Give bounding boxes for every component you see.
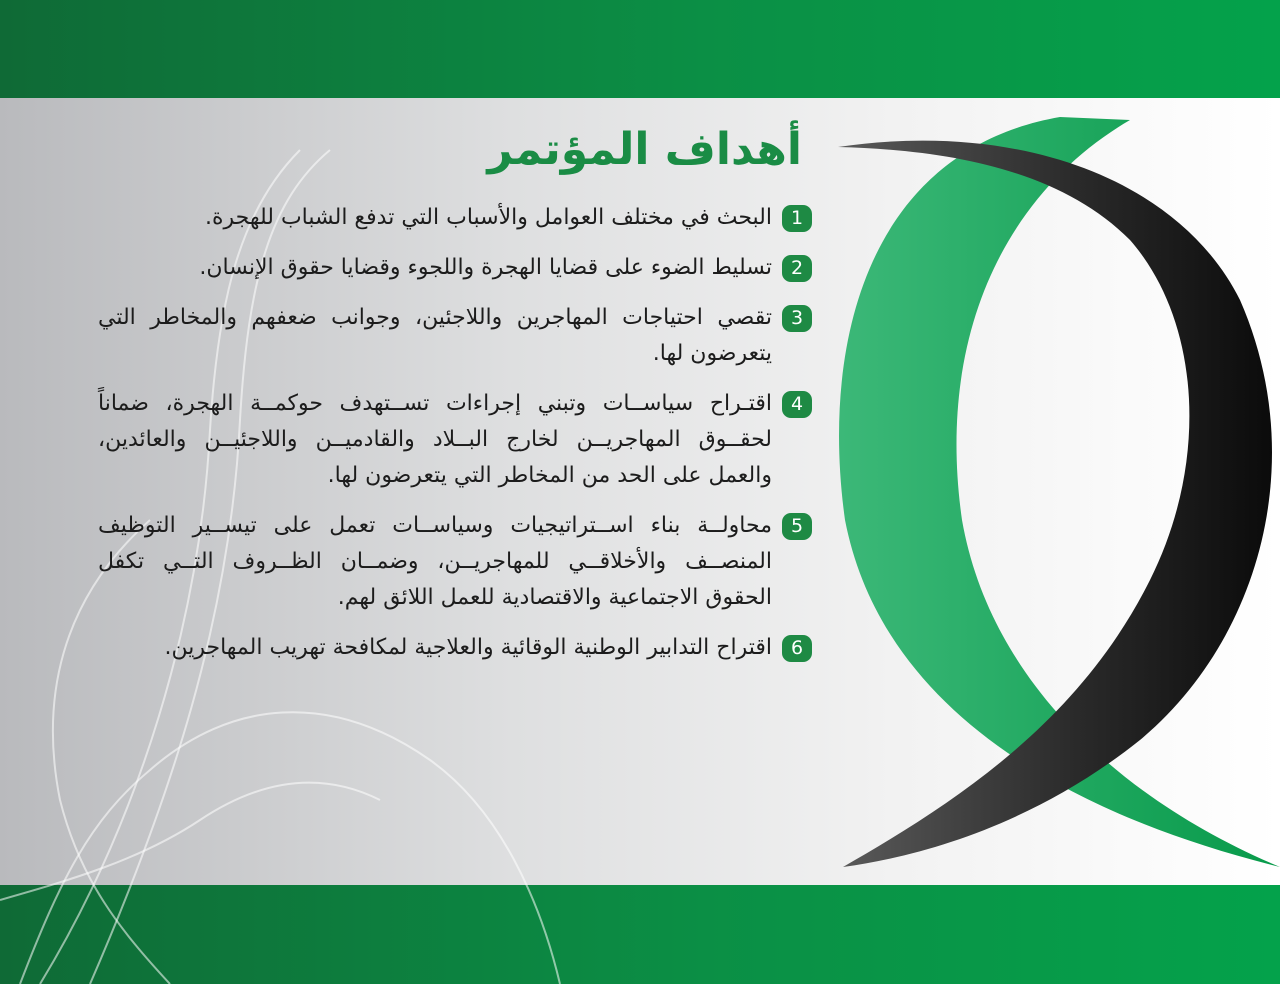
goal-number-badge: 3 (782, 305, 812, 332)
goal-text: البحث في مختلف العوامل والأسباب التي تدفع الشباب للهجرة. (204, 205, 772, 230)
goal-number-badge: 6 (782, 635, 812, 662)
page-title: أهداف المؤتمر (487, 124, 802, 175)
goal-item-1 (98, 200, 812, 236)
goal-item-5 (98, 508, 812, 616)
goal-number-badge: 1 (782, 205, 812, 232)
goal-number-badge: 2 (782, 255, 812, 282)
top-green-band (0, 0, 1280, 98)
goal-text: محاولــة بناء اســتراتيجيات وسياســات تعمل على تيســير التوظيف المنصــف والأخلاقــي للمهاجريــن، وضمــان الظــروف التــي تكفل الحقوق الاجتماعية والاقتصادية للعمل اللائق لهم. (98, 513, 772, 610)
goal-item-3 (98, 300, 812, 372)
goal-item-6 (98, 630, 812, 666)
bottom-green-band (0, 885, 1280, 984)
goal-text: تقصي احتياجات المهاجرين واللاجئين، وجوانب ضعفهم والمخاطر التي يتعرضون لها. (98, 305, 772, 366)
goals-list (98, 200, 812, 680)
goal-number-badge: 4 (782, 391, 812, 418)
goal-text: اقتراح التدابير الوطنية الوقائية والعلاجية لمكافحة تهريب المهاجرين. (164, 635, 772, 660)
goal-number-badge: 5 (782, 513, 812, 540)
goal-item-4 (98, 386, 812, 494)
goal-item-2 (98, 250, 812, 286)
goal-text: تسليط الضوء على قضايا الهجرة واللجوء وقضايا حقوق الإنسان. (199, 255, 772, 280)
goal-text: اقتـراح سياســات وتبني إجراءات تســتهدف حوكمــة الهجرة، ضماناً لحقــوق المهاجريــن لخارج البــلاد والقادميــن واللاجئيــن والعائدين، والعمل على الحد من المخاطر التي يتعرضون لها. (98, 391, 772, 488)
